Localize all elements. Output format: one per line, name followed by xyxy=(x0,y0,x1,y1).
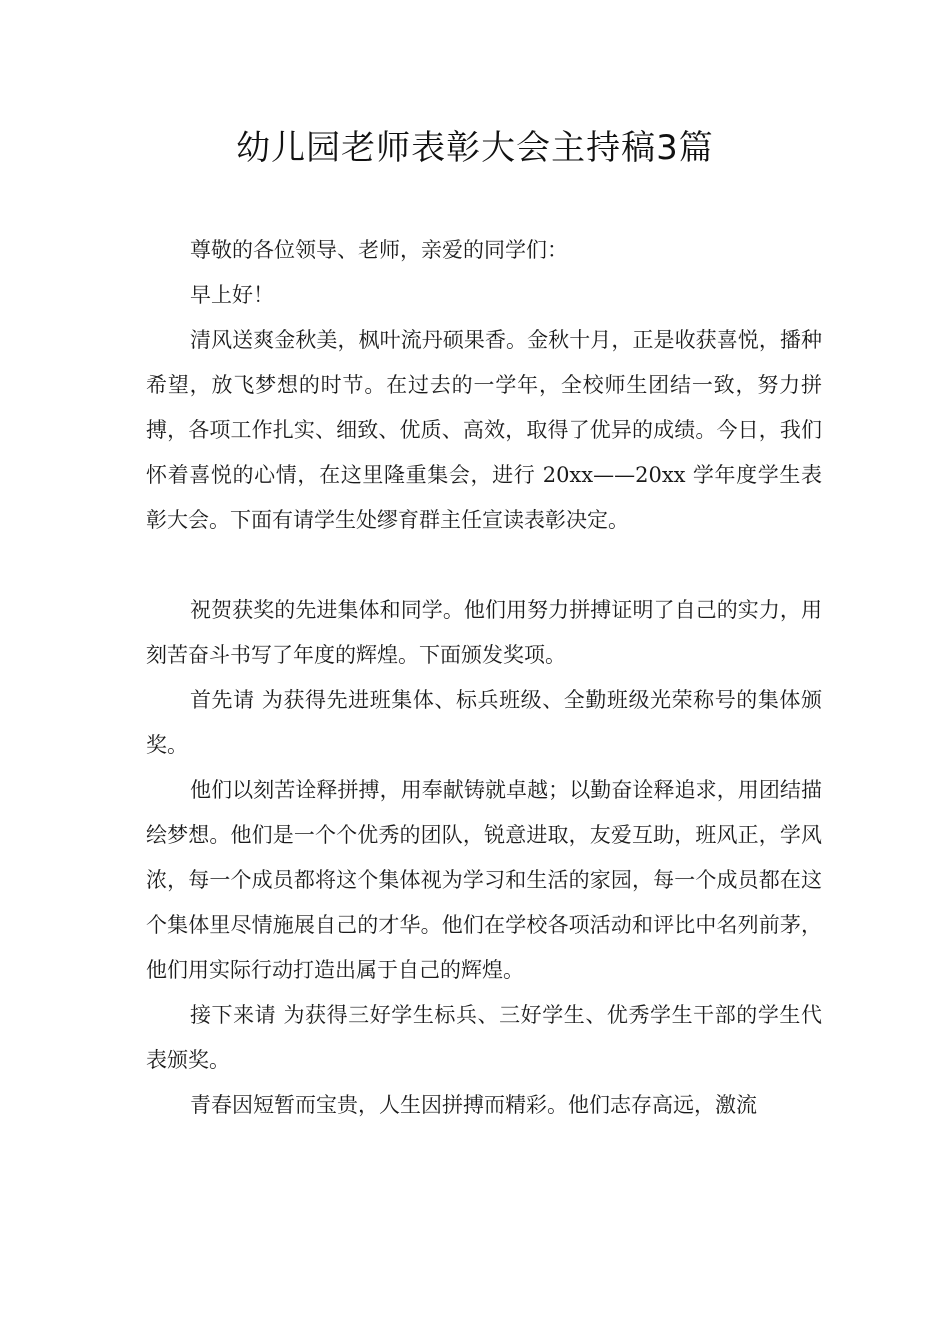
paragraph-salutation: 尊敬的各位领导、老师，亲爱的同学们： xyxy=(190,238,568,262)
paragraph-opening: 清风送爽金秋美，枫叶流丹硕果香。金秋十月，正是收获喜悦，播种希望，放飞梦想的时节。在过去的一学年，全校师生团结一致，努力拼搏，各项工作扎实、细致、优质、高效，取得了优异的成绩。今日，我们怀着喜悦的心情，在这里隆重集会，进行 20xx——20xx 学年度学生表彰大会。下面有请学生处缪育群主任宣读表彰决定。 xyxy=(146,328,822,532)
paragraph-student-award-praise: 青春因短暂而宝贵，人生因拼搏而精彩。他们志存高远，激流 xyxy=(190,1093,757,1117)
paragraph-class-award-praise: 他们以刻苦诠释拼搏，用奉献铸就卓越；以勤奋诠释追求，用团结描绘梦想。他们是一个个优秀的团队，锐意进取，友爱互助，班风正，学风浓，每一个成员都将这个集体视为学习和生活的家园，每一个成员都在这个集体里尽情施展自己的才华。他们在学校各项活动和评比中名列前茅，他们用实际行动打造出属于自己的辉煌。 xyxy=(146,778,822,982)
paragraph-student-award-intro: 接下来请 为获得三好学生标兵、三好学生、优秀学生干部的学生代表颁奖。 xyxy=(146,1003,822,1072)
paragraph-greeting: 早上好！ xyxy=(190,283,274,307)
paragraph-class-award-intro: 首先请 为获得先进班集体、标兵班级、全勤班级光荣称号的集体颁奖。 xyxy=(146,688,822,757)
document-title: 幼儿园老师表彰大会主持稿3篇 xyxy=(236,128,714,168)
paragraph-congratulations: 祝贺获奖的先进集体和同学。他们用努力拼搏证明了自己的实力，用刻苦奋斗书写了年度的辉煌。下面颁发奖项。 xyxy=(146,598,822,667)
document-body xyxy=(146,228,822,1128)
